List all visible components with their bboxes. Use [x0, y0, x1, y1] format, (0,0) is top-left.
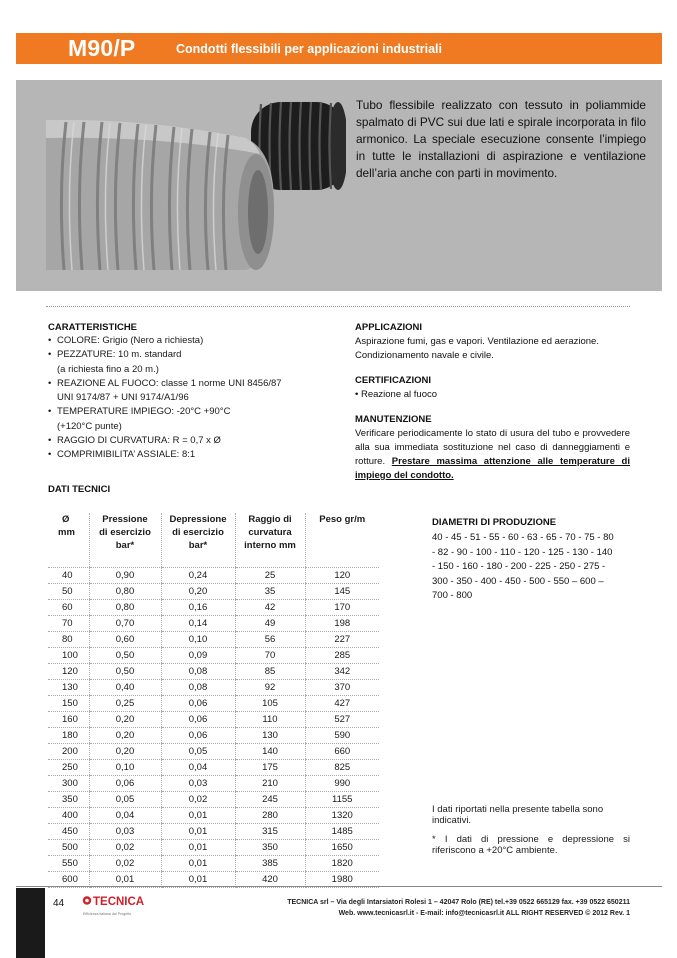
table-row — [48, 711, 379, 727]
diameters-line: - 150 - 160 - 180 - 200 - 225 - 250 - 275 - — [432, 561, 606, 572]
certifications-item: • Reazione al fuoco — [355, 389, 438, 400]
cell-diameter: 550 — [48, 855, 89, 871]
cell-depression: 0,06 — [161, 711, 235, 727]
info-section — [355, 322, 630, 495]
cell-radius: 49 — [235, 615, 305, 631]
cell-depression: 0,08 — [161, 679, 235, 695]
cell-weight: 342 — [305, 663, 379, 679]
cell-radius: 245 — [235, 791, 305, 807]
cell-diameter: 150 — [48, 695, 89, 711]
cell-diameter: 80 — [48, 631, 89, 647]
cell-weight: 660 — [305, 743, 379, 759]
col-depression-header: Depressione di esercizio bar* — [161, 513, 235, 567]
cell-pressure: 0,20 — [89, 743, 161, 759]
cell-weight: 198 — [305, 615, 379, 631]
cell-diameter: 180 — [48, 727, 89, 743]
table-row — [48, 775, 379, 791]
col-weight-header: Peso gr/m — [305, 513, 379, 567]
cell-pressure: 0,40 — [89, 679, 161, 695]
cell-weight: 370 — [305, 679, 379, 695]
cell-pressure: 0,05 — [89, 791, 161, 807]
cell-diameter: 250 — [48, 759, 89, 775]
table-row — [48, 631, 379, 647]
cell-depression: 0,01 — [161, 823, 235, 839]
page-subtitle: Condotti flessibili per applicazioni industriali — [176, 42, 442, 56]
cell-depression: 0,02 — [161, 791, 235, 807]
cell-radius: 35 — [235, 583, 305, 599]
cell-depression: 0,10 — [161, 631, 235, 647]
cell-pressure: 0,20 — [89, 711, 161, 727]
note-pressure: * I dati di pressione e depressione si riferiscono a +20°C ambiente. — [432, 834, 630, 856]
table-row — [48, 871, 379, 887]
features-title: CARATTERISTICHE — [48, 322, 138, 333]
dotted-divider — [46, 306, 630, 307]
cell-weight: 527 — [305, 711, 379, 727]
diameters-section — [432, 517, 630, 604]
intro-text: Tubo flessibile realizzato con tessuto in poliammide spalmato di PVC sui due lati e spirale incorporata in filo armonico. La speciale esecuzione consente l’impiego in tutte le installazioni di aspirazione e ventilazione dell’aria anche con parti in movimento. — [356, 98, 646, 180]
cell-depression: 0,01 — [161, 839, 235, 855]
gray-hose-image — [46, 120, 274, 270]
cell-pressure: 0,20 — [89, 727, 161, 743]
cell-weight: 285 — [305, 647, 379, 663]
hose-photo — [46, 92, 346, 270]
diameters-line: 700 - 800 — [432, 590, 473, 601]
list-item: • RAGGIO DI CURVATURA: R = 0,7 x Ø — [48, 435, 221, 447]
cell-depression: 0,01 — [161, 807, 235, 823]
cell-depression: 0,06 — [161, 695, 235, 711]
cell-diameter: 60 — [48, 599, 89, 615]
table-row — [48, 743, 379, 759]
maintenance-warning: Prestare massima attenzione alle temperature di impiego del condotto. — [355, 456, 630, 481]
table-row — [48, 599, 379, 615]
tecnica-logo — [82, 894, 172, 918]
page-number: 44 — [53, 898, 65, 909]
cell-weight: 427 — [305, 695, 379, 711]
diameters-title: DIAMETRI DI PRODUZIONE — [432, 517, 557, 528]
footer-contacts — [287, 897, 630, 919]
cell-radius: 130 — [235, 727, 305, 743]
cell-diameter: 500 — [48, 839, 89, 855]
features-section — [48, 322, 328, 463]
cell-diameter: 70 — [48, 615, 89, 631]
cell-radius: 350 — [235, 839, 305, 855]
footer-web: Web. www.tecnicasrl.it - E-mail: info@tecnicasrl.it ALL RIGHT RESERVED © 2012 Rev. 1 — [338, 910, 630, 917]
col-diameter-header: Ø mm — [48, 513, 89, 567]
cell-depression: 0,03 — [161, 775, 235, 791]
logo-tagline: Efficienza italiana dal Progetto — [83, 912, 132, 916]
cell-pressure: 0,06 — [89, 775, 161, 791]
cell-radius: 315 — [235, 823, 305, 839]
cell-weight: 145 — [305, 583, 379, 599]
list-item: • TEMPERATURE IMPIEGO: -20°C +90°C (+120°C punte) — [48, 406, 231, 432]
cell-radius: 110 — [235, 711, 305, 727]
maintenance-block — [355, 414, 630, 483]
cell-pressure: 0,50 — [89, 647, 161, 663]
cell-radius: 56 — [235, 631, 305, 647]
cell-pressure: 0,50 — [89, 663, 161, 679]
cell-diameter: 100 — [48, 647, 89, 663]
cell-diameter: 40 — [48, 567, 89, 583]
cell-radius: 385 — [235, 855, 305, 871]
cell-pressure: 0,04 — [89, 807, 161, 823]
col-radius-header: Raggio di curvatura interno mm — [235, 513, 305, 567]
note-indicative: I dati riportati nella presente tabella sono indicativi. — [432, 804, 604, 826]
list-item: • COMPRIMIBILITA’ ASSIALE: 8:1 — [48, 449, 196, 461]
cell-diameter: 350 — [48, 791, 89, 807]
cell-depression: 0,20 — [161, 583, 235, 599]
table-row — [48, 839, 379, 855]
maintenance-text: Verificare periodicamente lo stato di usura del tubo e provvedere alla sua immediata sostituzione nel caso di danneggiamenti e rotture. Prestare massima attenzione alle temperature di impiego del condotto. — [355, 428, 630, 481]
tech-data-table — [48, 513, 379, 888]
cell-weight: 1320 — [305, 807, 379, 823]
cell-diameter: 300 — [48, 775, 89, 791]
cell-pressure: 0,80 — [89, 583, 161, 599]
cell-pressure: 0,01 — [89, 871, 161, 887]
table-row — [48, 679, 379, 695]
applications-block — [355, 322, 630, 363]
footer-black-tab — [16, 888, 45, 958]
cell-weight: 1980 — [305, 871, 379, 887]
cell-weight: 990 — [305, 775, 379, 791]
table-row — [48, 583, 379, 599]
table-row — [48, 759, 379, 775]
cell-radius: 420 — [235, 871, 305, 887]
cell-weight: 120 — [305, 567, 379, 583]
certifications-block — [355, 375, 630, 402]
features-list — [48, 334, 328, 463]
cell-depression: 0,01 — [161, 855, 235, 871]
cell-radius: 85 — [235, 663, 305, 679]
intro-band — [16, 80, 662, 291]
list-item: • COLORE: Grigio (Nero a richiesta) — [48, 335, 204, 346]
diameters-line: 300 - 350 - 400 - 450 - 500 - 550 – 600 – — [432, 575, 604, 587]
table-row — [48, 807, 379, 823]
table-row — [48, 823, 379, 839]
cell-diameter: 450 — [48, 823, 89, 839]
cell-radius: 105 — [235, 695, 305, 711]
cell-diameter: 50 — [48, 583, 89, 599]
footer-address: TECNICA srl – Via degli Intarsiatori Rolesi 1 – 42047 Rolo (RE) tel.+39 0522 665129 fax. +39 0522 650211 — [287, 899, 630, 906]
cell-depression: 0,01 — [161, 871, 235, 887]
cell-pressure: 0,10 — [89, 759, 161, 775]
cell-diameter: 400 — [48, 807, 89, 823]
cell-weight: 1650 — [305, 839, 379, 855]
col-pressure-header: Pressione di esercizio bar* — [89, 513, 161, 567]
maintenance-title: MANUTENZIONE — [355, 414, 432, 425]
cell-depression: 0,04 — [161, 759, 235, 775]
list-item: • REAZIONE AL FUOCO: classe 1 norme UNI 8456/87 UNI 9174/87 + UNI 9174/A1/96 — [48, 377, 282, 404]
cell-pressure: 0,90 — [89, 567, 161, 583]
table-row — [48, 615, 379, 631]
cell-depression: 0,14 — [161, 615, 235, 631]
table-row — [48, 663, 379, 679]
cell-radius: 280 — [235, 807, 305, 823]
cell-diameter: 160 — [48, 711, 89, 727]
cell-radius: 175 — [235, 759, 305, 775]
cell-weight: 170 — [305, 599, 379, 615]
applications-title: APPLICAZIONI — [355, 322, 423, 333]
cell-weight: 1820 — [305, 855, 379, 871]
cell-diameter: 200 — [48, 743, 89, 759]
diameters-line: 40 - 45 - 51 - 55 - 60 - 63 - 65 - 70 - 75 - 80 — [432, 532, 614, 543]
table-row — [48, 727, 379, 743]
certifications-title: CERTIFICAZIONI — [355, 375, 431, 386]
cell-diameter: 600 — [48, 871, 89, 887]
table-row — [48, 791, 379, 807]
tech-data-title: DATI TECNICI — [48, 484, 111, 495]
cell-depression: 0,24 — [161, 567, 235, 583]
cell-pressure: 0,02 — [89, 855, 161, 871]
cell-radius: 42 — [235, 599, 305, 615]
cell-weight: 1485 — [305, 823, 379, 839]
logo-brand-text: TECNICA — [93, 896, 145, 908]
cell-radius: 140 — [235, 743, 305, 759]
table-header-row — [48, 513, 379, 567]
cell-depression: 0,06 — [161, 727, 235, 743]
cell-radius: 25 — [235, 567, 305, 583]
cell-pressure: 0,02 — [89, 839, 161, 855]
cell-weight: 590 — [305, 727, 379, 743]
cell-pressure: 0,70 — [89, 615, 161, 631]
header-bar — [16, 33, 662, 64]
cell-pressure: 0,80 — [89, 599, 161, 615]
cell-radius: 92 — [235, 679, 305, 695]
cell-pressure: 0,03 — [89, 823, 161, 839]
cell-depression: 0,09 — [161, 647, 235, 663]
cell-radius: 70 — [235, 647, 305, 663]
cell-weight: 1155 — [305, 791, 379, 807]
cell-radius: 210 — [235, 775, 305, 791]
table-row — [48, 567, 379, 583]
table-row — [48, 695, 379, 711]
applications-text: Aspirazione fumi, gas e vapori. Ventilazione ed aerazione. Condizionamento navale e civile. — [355, 336, 599, 361]
footer-divider — [16, 886, 662, 887]
cell-diameter: 130 — [48, 679, 89, 695]
cell-depression: 0,08 — [161, 663, 235, 679]
table-row — [48, 855, 379, 871]
cell-diameter: 120 — [48, 663, 89, 679]
cell-pressure: 0,25 — [89, 695, 161, 711]
cell-depression: 0,05 — [161, 743, 235, 759]
model-title: M90/P — [68, 35, 136, 61]
table-row — [48, 647, 379, 663]
cell-weight: 825 — [305, 759, 379, 775]
list-item: • PEZZATURE: 10 m. standard (a richiesta fino a 20 m.) — [48, 349, 182, 375]
cell-pressure: 0,60 — [89, 631, 161, 647]
cell-depression: 0,16 — [161, 599, 235, 615]
diameters-line: - 82 - 90 - 100 - 110 - 120 - 125 - 130 - 140 — [432, 546, 613, 558]
cell-weight: 227 — [305, 631, 379, 647]
table-body — [48, 567, 379, 887]
